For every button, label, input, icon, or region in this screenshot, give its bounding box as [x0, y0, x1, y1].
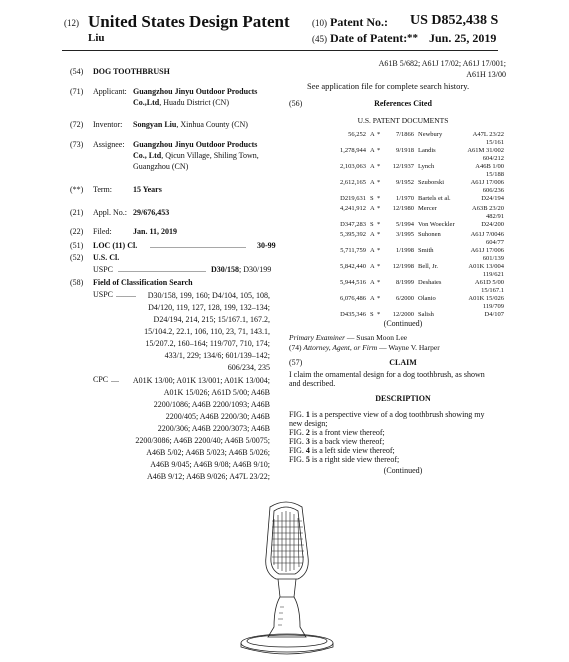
cpc-line: 2200/405; A46B 2200/30; A46B — [165, 412, 270, 421]
fig-prefix: FIG. — [289, 428, 306, 437]
patent-number: US D852,438 S — [410, 13, 499, 28]
inventor-name: Songyan Liu — [133, 120, 177, 129]
ref-star: * — [377, 147, 381, 154]
ref-class: A47L 23/22 — [472, 131, 504, 138]
ref-number: D347,283 — [340, 221, 366, 228]
uspc-dots: ............................................ — [118, 265, 206, 274]
examiner-name: — Susan Moon Lee — [345, 333, 408, 342]
date-marker: ** — [407, 32, 418, 44]
see-application-note: See application file for complete search history. — [307, 81, 470, 91]
ref-subclass: 119/621 — [482, 271, 504, 278]
patent-no-number: (10) — [312, 18, 327, 28]
cpc-continued-line2: A61H 13/00 — [466, 70, 506, 79]
term-label: Term: — [93, 185, 112, 194]
loc-label: LOC (11) Cl. — [93, 241, 138, 250]
ref-class: A61M 31/002 — [467, 147, 504, 154]
loc-dots: ................................................ — [150, 241, 246, 250]
filed-label: Filed: — [93, 227, 112, 236]
ref-number: 5,944,516 — [340, 279, 366, 286]
cpc-line: 2200/306; A46B 2200/3073; A46B — [157, 424, 270, 433]
loc-number: (51) — [70, 241, 84, 250]
patent-type-title: United States Design Patent — [88, 12, 290, 31]
reference-row — [324, 295, 504, 311]
field-uspc-line: 15/207.2, 160–164; 119/707, 710, 174; — [145, 339, 270, 348]
ref-number: D219,631 — [340, 195, 366, 202]
ref-kind: S — [370, 195, 374, 202]
ref-subclass: 119/709 — [482, 303, 504, 310]
assignee-name: Guangzhou Jinyu Outdoor Products — [133, 140, 258, 149]
attorney-name: — Wayne V. Harper — [377, 343, 440, 352]
attorney-line — [289, 343, 440, 353]
field-uspc-label: USPC — [93, 290, 114, 299]
ref-name: Deshaies — [418, 279, 442, 286]
cpc-continued-line1: A61B 5/682; A61J 17/02; A61J 17/001; — [378, 59, 506, 68]
ref-star: * — [377, 131, 381, 138]
ref-number: 4,241,912 — [340, 205, 366, 212]
refs-subtitle: U.S. PATENT DOCUMENTS — [357, 116, 449, 125]
fig-prefix: FIG. — [289, 446, 306, 455]
field-number: (58) — [70, 278, 84, 287]
ref-name: Landis — [418, 147, 436, 154]
ref-class: A61D 5/00 — [474, 279, 504, 286]
cpc-line: 2200/1086; A46B 2200/1093; A46B — [153, 400, 270, 409]
fig-number: 5 — [305, 455, 310, 464]
ref-name: Bell, Jr. — [418, 263, 439, 270]
inventor-location: , Xinhua County (CN) — [176, 120, 248, 129]
uspc-label: USPC — [93, 265, 114, 274]
date-label: Date of Patent: — [330, 31, 408, 45]
ref-subclass: 15/161 — [485, 139, 504, 146]
applicant-label: Applicant: — [93, 87, 127, 96]
ref-kind: A — [370, 131, 375, 138]
title-number: (54) — [70, 67, 84, 76]
applicant-location: , Huadu District (CN) — [159, 98, 229, 107]
ref-star: * — [377, 311, 381, 318]
field-uspc-line: 606/234, 235 — [227, 363, 270, 372]
fig-prefix: FIG. — [289, 410, 306, 419]
uspc-value — [211, 265, 271, 275]
cpc-line: 2200/3086; A46B 2200/40; A46B 5/0075; — [135, 436, 270, 445]
ref-class: A01K 13/004 — [468, 263, 504, 270]
ref-number: 56,252 — [348, 131, 366, 138]
cpc-label: CPC — [93, 375, 109, 384]
ref-star: * — [377, 279, 381, 286]
uscl-label: U.S. Cl. — [93, 253, 120, 262]
ref-date: 12/1980 — [392, 205, 414, 212]
appl-value: 29/676,453 — [133, 208, 170, 217]
date-number: (45) — [312, 34, 327, 44]
loc-value: 30-99 — [257, 241, 276, 250]
assignee-location: , Qicun Village, Shiling Town, — [161, 151, 259, 160]
ref-date: 1/1970 — [395, 195, 414, 202]
term-value: 15 Years — [133, 185, 162, 194]
ref-subclass: 604/77 — [485, 239, 504, 246]
ref-number: 2,103,063 — [340, 163, 366, 170]
patent-date: Jun. 25, 2019 — [429, 31, 497, 45]
assignee-location-line3: Guangzhou (CN) — [133, 162, 189, 171]
ref-date: 9/1918 — [395, 147, 414, 154]
cpc-line: A46B 9/045; A46B 9/08; A46B 9/10; — [150, 460, 270, 469]
attorney-label: Attorney, Agent, or Firm — [303, 343, 378, 352]
assignee-label: Assignee: — [93, 140, 125, 149]
inventor-label: Inventor: — [93, 120, 123, 129]
refs-number: (56) — [289, 99, 303, 108]
ref-kind: A — [370, 179, 375, 186]
ref-name: Smith — [418, 247, 434, 254]
cpc-line: A46B 9/12; A46B 9/026; A47L 23/22; — [146, 472, 270, 481]
cpc-line: A46B 5/02; A46B 5/023; A46B 5/026; — [146, 448, 270, 457]
reference-row — [324, 179, 504, 195]
ref-kind: A — [370, 147, 375, 154]
ref-star: * — [377, 163, 381, 170]
refs-title: References Cited — [374, 99, 432, 108]
uspc-other-class: ; D30/199 — [239, 265, 272, 274]
reference-row — [324, 147, 504, 163]
claim-text-1: I claim the ornamental design for a dog toothbrush, as shown — [289, 370, 485, 379]
ref-class: D4/107 — [484, 311, 504, 318]
ref-star: * — [377, 195, 381, 202]
filed-value: Jan. 11, 2019 — [133, 227, 178, 236]
fig-desc: is a perspective view of a dog toothbrush showing my — [309, 410, 485, 419]
ref-kind: A — [370, 231, 375, 238]
ref-class: A01K 15/026 — [468, 295, 504, 302]
fig-prefix: FIG. — [289, 437, 306, 446]
ref-kind: A — [370, 163, 375, 170]
ref-kind: A — [370, 205, 375, 212]
cpc-dots: .... — [111, 375, 119, 384]
ref-date: 9/1952 — [395, 179, 414, 186]
claim-text-2: and described. — [289, 379, 336, 388]
ref-class: D24/200 — [481, 221, 504, 228]
reference-row — [324, 279, 504, 295]
ref-date: 3/1995 — [395, 231, 414, 238]
filed-number: (22) — [70, 227, 84, 236]
ref-kind: A — [370, 263, 375, 270]
field-uspc-line: 15/104.2, 22.1, 106, 110, 23, 71, 143.1, — [144, 327, 270, 336]
ref-subclass: 604/212 — [482, 155, 504, 162]
ref-star: * — [377, 221, 381, 228]
claim-number: (57) — [289, 358, 303, 367]
fig-number: 4 — [305, 446, 310, 455]
inventor-value — [133, 120, 248, 130]
attorney-number: (74) — [289, 343, 302, 352]
toothbrush-drawing — [228, 497, 346, 655]
ref-class: A61J 17/006 — [470, 179, 504, 186]
fig-desc: is a right side view thereof; — [309, 455, 400, 464]
ref-star: * — [377, 179, 381, 186]
ref-date: 12/1998 — [392, 263, 414, 270]
fig-desc: is a front view thereof; — [309, 428, 385, 437]
inventor-number: (72) — [70, 120, 84, 129]
field-uspc-line: D4/120, 119, 127, 128, 199, 132–134; — [148, 303, 270, 312]
uspc-main-class: D30/158 — [211, 265, 239, 274]
ref-class: A46B 1/00 — [475, 163, 504, 170]
refs-continued: (Continued) — [383, 319, 423, 328]
ref-kind: A — [370, 247, 375, 254]
ref-kind: S — [370, 311, 374, 318]
ref-name: Lynch — [418, 163, 435, 170]
ref-date: 8/1999 — [395, 279, 414, 286]
applicant-number: (71) — [70, 87, 84, 96]
ref-number: 5,842,440 — [340, 263, 366, 270]
fig-1-caption-cont: new design; — [289, 419, 328, 428]
fig-number: 2 — [305, 428, 310, 437]
applicant-company-suffix: Co.,Ltd — [133, 98, 160, 107]
ref-number: 6,076,486 — [340, 295, 366, 302]
ref-date: 1/1998 — [395, 247, 414, 254]
field-uspc-dots: .......... — [116, 290, 136, 299]
ref-class: A61J 17/006 — [470, 247, 504, 254]
term-number: (**) — [70, 185, 84, 194]
header-divider — [62, 50, 498, 51]
fig-desc: is a back view thereof; — [309, 437, 385, 446]
field-uspc-line: D30/158, 199, 160; D4/104, 105, 108, — [147, 291, 270, 300]
reference-row — [324, 163, 504, 179]
description-title: DESCRIPTION — [375, 394, 431, 403]
ref-name: Newbury — [418, 131, 443, 138]
ref-kind: A — [370, 279, 375, 286]
ref-number: 5,395,392 — [340, 231, 366, 238]
ref-star: * — [377, 295, 381, 302]
appl-label: Appl. No.: — [93, 208, 127, 217]
cpc-line: A01K 15/026; A61D 5/00; A46B — [163, 388, 270, 397]
ref-subclass: 482/91 — [485, 213, 504, 220]
ref-kind: A — [370, 295, 375, 302]
applicant-name: Guangzhou Jinyu Outdoor Products — [133, 87, 258, 96]
ref-date: 5/1994 — [395, 221, 414, 228]
ref-class: A61J 7/0046 — [470, 231, 504, 238]
ref-number: D435,346 — [340, 311, 366, 318]
reference-row — [324, 263, 504, 279]
ref-star: * — [377, 231, 381, 238]
ref-star: * — [377, 247, 381, 254]
ref-star: * — [377, 263, 381, 270]
ref-subclass: 601/139 — [482, 255, 504, 262]
applicant-name-line2 — [133, 98, 229, 108]
field-uspc-line: D24/194, 214, 215; 15/167.1, 167.2, — [153, 315, 270, 324]
ref-name: Suhonen — [418, 231, 441, 238]
assignee-name-line2 — [133, 151, 259, 161]
fig-number: 1 — [305, 410, 310, 419]
ref-name: Bartels et al. — [418, 195, 451, 202]
ref-class: D24/194 — [481, 195, 504, 202]
patent-no-label: Patent No.: — [330, 15, 388, 29]
uscl-number: (52) — [70, 253, 84, 262]
kind-code-number: (12) — [64, 18, 79, 28]
fig-5-caption — [289, 455, 399, 465]
ref-date: 6/2000 — [395, 295, 414, 302]
reference-row — [324, 131, 504, 147]
ref-date: 12/1937 — [392, 163, 414, 170]
design-title: DOG TOOTHBRUSH — [93, 67, 170, 76]
claim-title: CLAIM — [389, 358, 417, 367]
fig-desc: is a left side view thereof; — [309, 446, 395, 455]
reference-row — [324, 247, 504, 263]
inventor-surname: Liu — [88, 32, 105, 44]
ref-number: 2,612,165 — [340, 179, 366, 186]
ref-name: Mercer — [418, 205, 437, 212]
description-continued: (Continued) — [383, 466, 423, 475]
ref-name: Olaniо — [418, 295, 436, 302]
ref-date: 12/2000 — [392, 311, 414, 318]
ref-date: 7/1866 — [395, 131, 414, 138]
reference-row — [324, 205, 504, 221]
appl-number: (21) — [70, 208, 84, 217]
ref-number: 5,711,759 — [340, 247, 366, 254]
ref-class: A63B 23/20 — [472, 205, 504, 212]
ref-name: Szuborski — [418, 179, 444, 186]
ref-star: * — [377, 205, 381, 212]
examiner-label: Primary Examiner — [289, 333, 346, 342]
examiner-line — [289, 333, 407, 343]
cpc-line: A01K 13/00; A01K 13/001; A01K 13/004; — [132, 376, 270, 385]
assignee-company-suffix: Co., Ltd — [133, 151, 162, 160]
ref-subclass: 606/236 — [482, 187, 504, 194]
assignee-number: (73) — [70, 140, 84, 149]
ref-kind: S — [370, 221, 374, 228]
reference-row — [324, 231, 504, 247]
field-label: Field of Classification Search — [93, 278, 193, 287]
ref-name: Salish — [418, 311, 434, 318]
ref-name: Von Woeckler — [418, 221, 455, 228]
fig-prefix: FIG. — [289, 455, 306, 464]
field-uspc-line: 433/1, 229; 134/6; 601/139–142; — [164, 351, 270, 360]
ref-subclass: 15/167.1 — [481, 287, 504, 294]
ref-subclass: 15/188 — [485, 171, 504, 178]
ref-number: 1,278,944 — [340, 147, 366, 154]
fig-number: 3 — [305, 437, 310, 446]
